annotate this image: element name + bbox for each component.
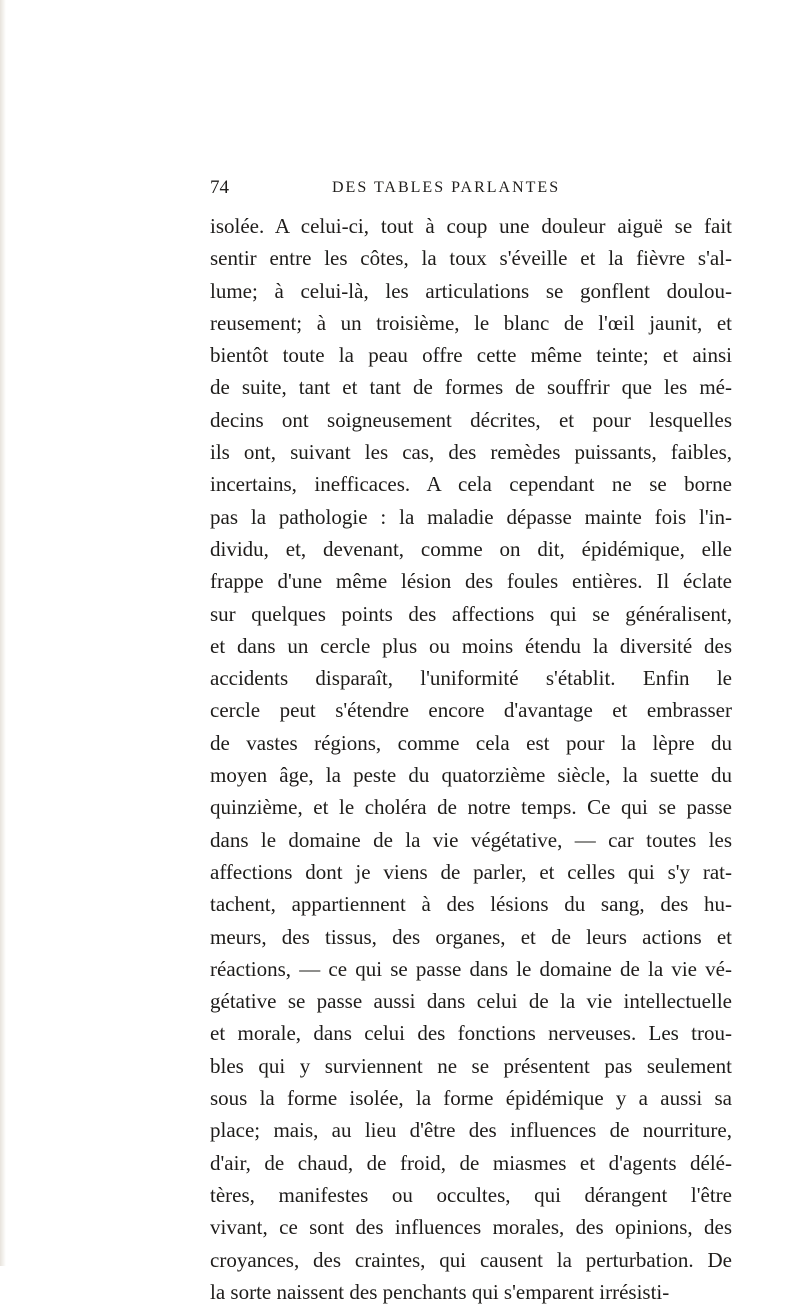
text-line: frappe d'une même lésion des foules entières. Il éclate <box>210 569 732 594</box>
body-text <box>210 210 732 1308</box>
text-line: moyen âge, la peste du quatorzième siècle, la suette du <box>210 763 732 788</box>
text-line: et morale, dans celui des fonctions nerveuses. Les trou- <box>210 1021 732 1046</box>
text-line: sur quelques points des affections qui se généralisent, <box>210 601 732 626</box>
text-line: quinzième, et le choléra de notre temps. Ce qui se passe <box>210 795 732 820</box>
text-line: croyances, des craintes, qui causent la perturbation. De <box>210 1247 732 1272</box>
text-line: incertains, inefficaces. A cela cependant ne se borne <box>210 472 732 497</box>
page-number: 74 <box>210 177 229 198</box>
text-line: tères, manifestes ou occultes, qui dérangent l'être <box>210 1182 732 1207</box>
text-line: decins ont soigneusement décrites, et pour lesquelles <box>210 407 732 432</box>
text-line: de suite, tant et tant de formes de souffrir que les mé- <box>210 375 732 400</box>
text-line: d'air, de chaud, de froid, de miasmes et d'agents délé- <box>210 1150 732 1175</box>
text-line: ils ont, suivant les cas, des remèdes puissants, faibles, <box>210 440 732 465</box>
scan-edge <box>0 0 6 1266</box>
text-line: dans le domaine de la vie végétative, — car toutes les <box>210 827 732 852</box>
text-line: tachent, appartiennent à des lésions du sang, des hu- <box>210 892 732 917</box>
text-line: place; mais, au lieu d'être des influences de nourriture, <box>210 1118 732 1143</box>
text-line: réactions, — ce qui se passe dans le domaine de la vie vé- <box>210 956 732 981</box>
page-header <box>210 176 732 200</box>
text-line: meurs, des tissus, des organes, et de leurs actions et <box>210 924 732 949</box>
text-line: vivant, ce sont des influences morales, des opinions, des <box>210 1215 732 1240</box>
text-line: bles qui y surviennent ne se présentent pas seulement <box>210 1053 732 1078</box>
text-line: dividu, et, devenant, comme on dit, épidémique, elle <box>210 536 732 561</box>
text-line: de vastes régions, comme cela est pour la lèpre du <box>210 730 732 755</box>
text-line: sous la forme isolée, la forme épidémique y a aussi sa <box>210 1086 732 1111</box>
text-line: accidents disparaît, l'uniformité s'établit. Enfin le <box>210 666 732 691</box>
text-line: affections dont je viens de parler, et celles qui s'y rat- <box>210 859 732 884</box>
text-line: pas la pathologie : la maladie dépasse mainte fois l'in- <box>210 504 732 529</box>
text-line: cercle peut s'étendre encore d'avantage et embrasser <box>210 698 732 723</box>
running-title: DES TABLES PARLANTES <box>332 179 561 196</box>
text-line: gétative se passe aussi dans celui de la vie intellectuelle <box>210 989 732 1014</box>
text-line: et dans un cercle plus ou moins étendu la diversité des <box>210 633 732 658</box>
text-line: sentir entre les côtes, la toux s'éveille et la fièvre s'al- <box>210 246 732 271</box>
text-line: isolée. A celui-ci, tout à coup une douleur aiguë se fait <box>210 214 732 238</box>
text-line: la sorte naissent des penchants qui s'emparent irrésisti- <box>210 1279 670 1304</box>
text-line: lume; à celui-là, les articulations se gonflent doulou- <box>210 278 732 303</box>
text-line: reusement; à un troisième, le blanc de l'œil jaunit, et <box>210 310 732 335</box>
text-line: bientôt toute la peau offre cette même teinte; et ainsi <box>210 343 732 368</box>
